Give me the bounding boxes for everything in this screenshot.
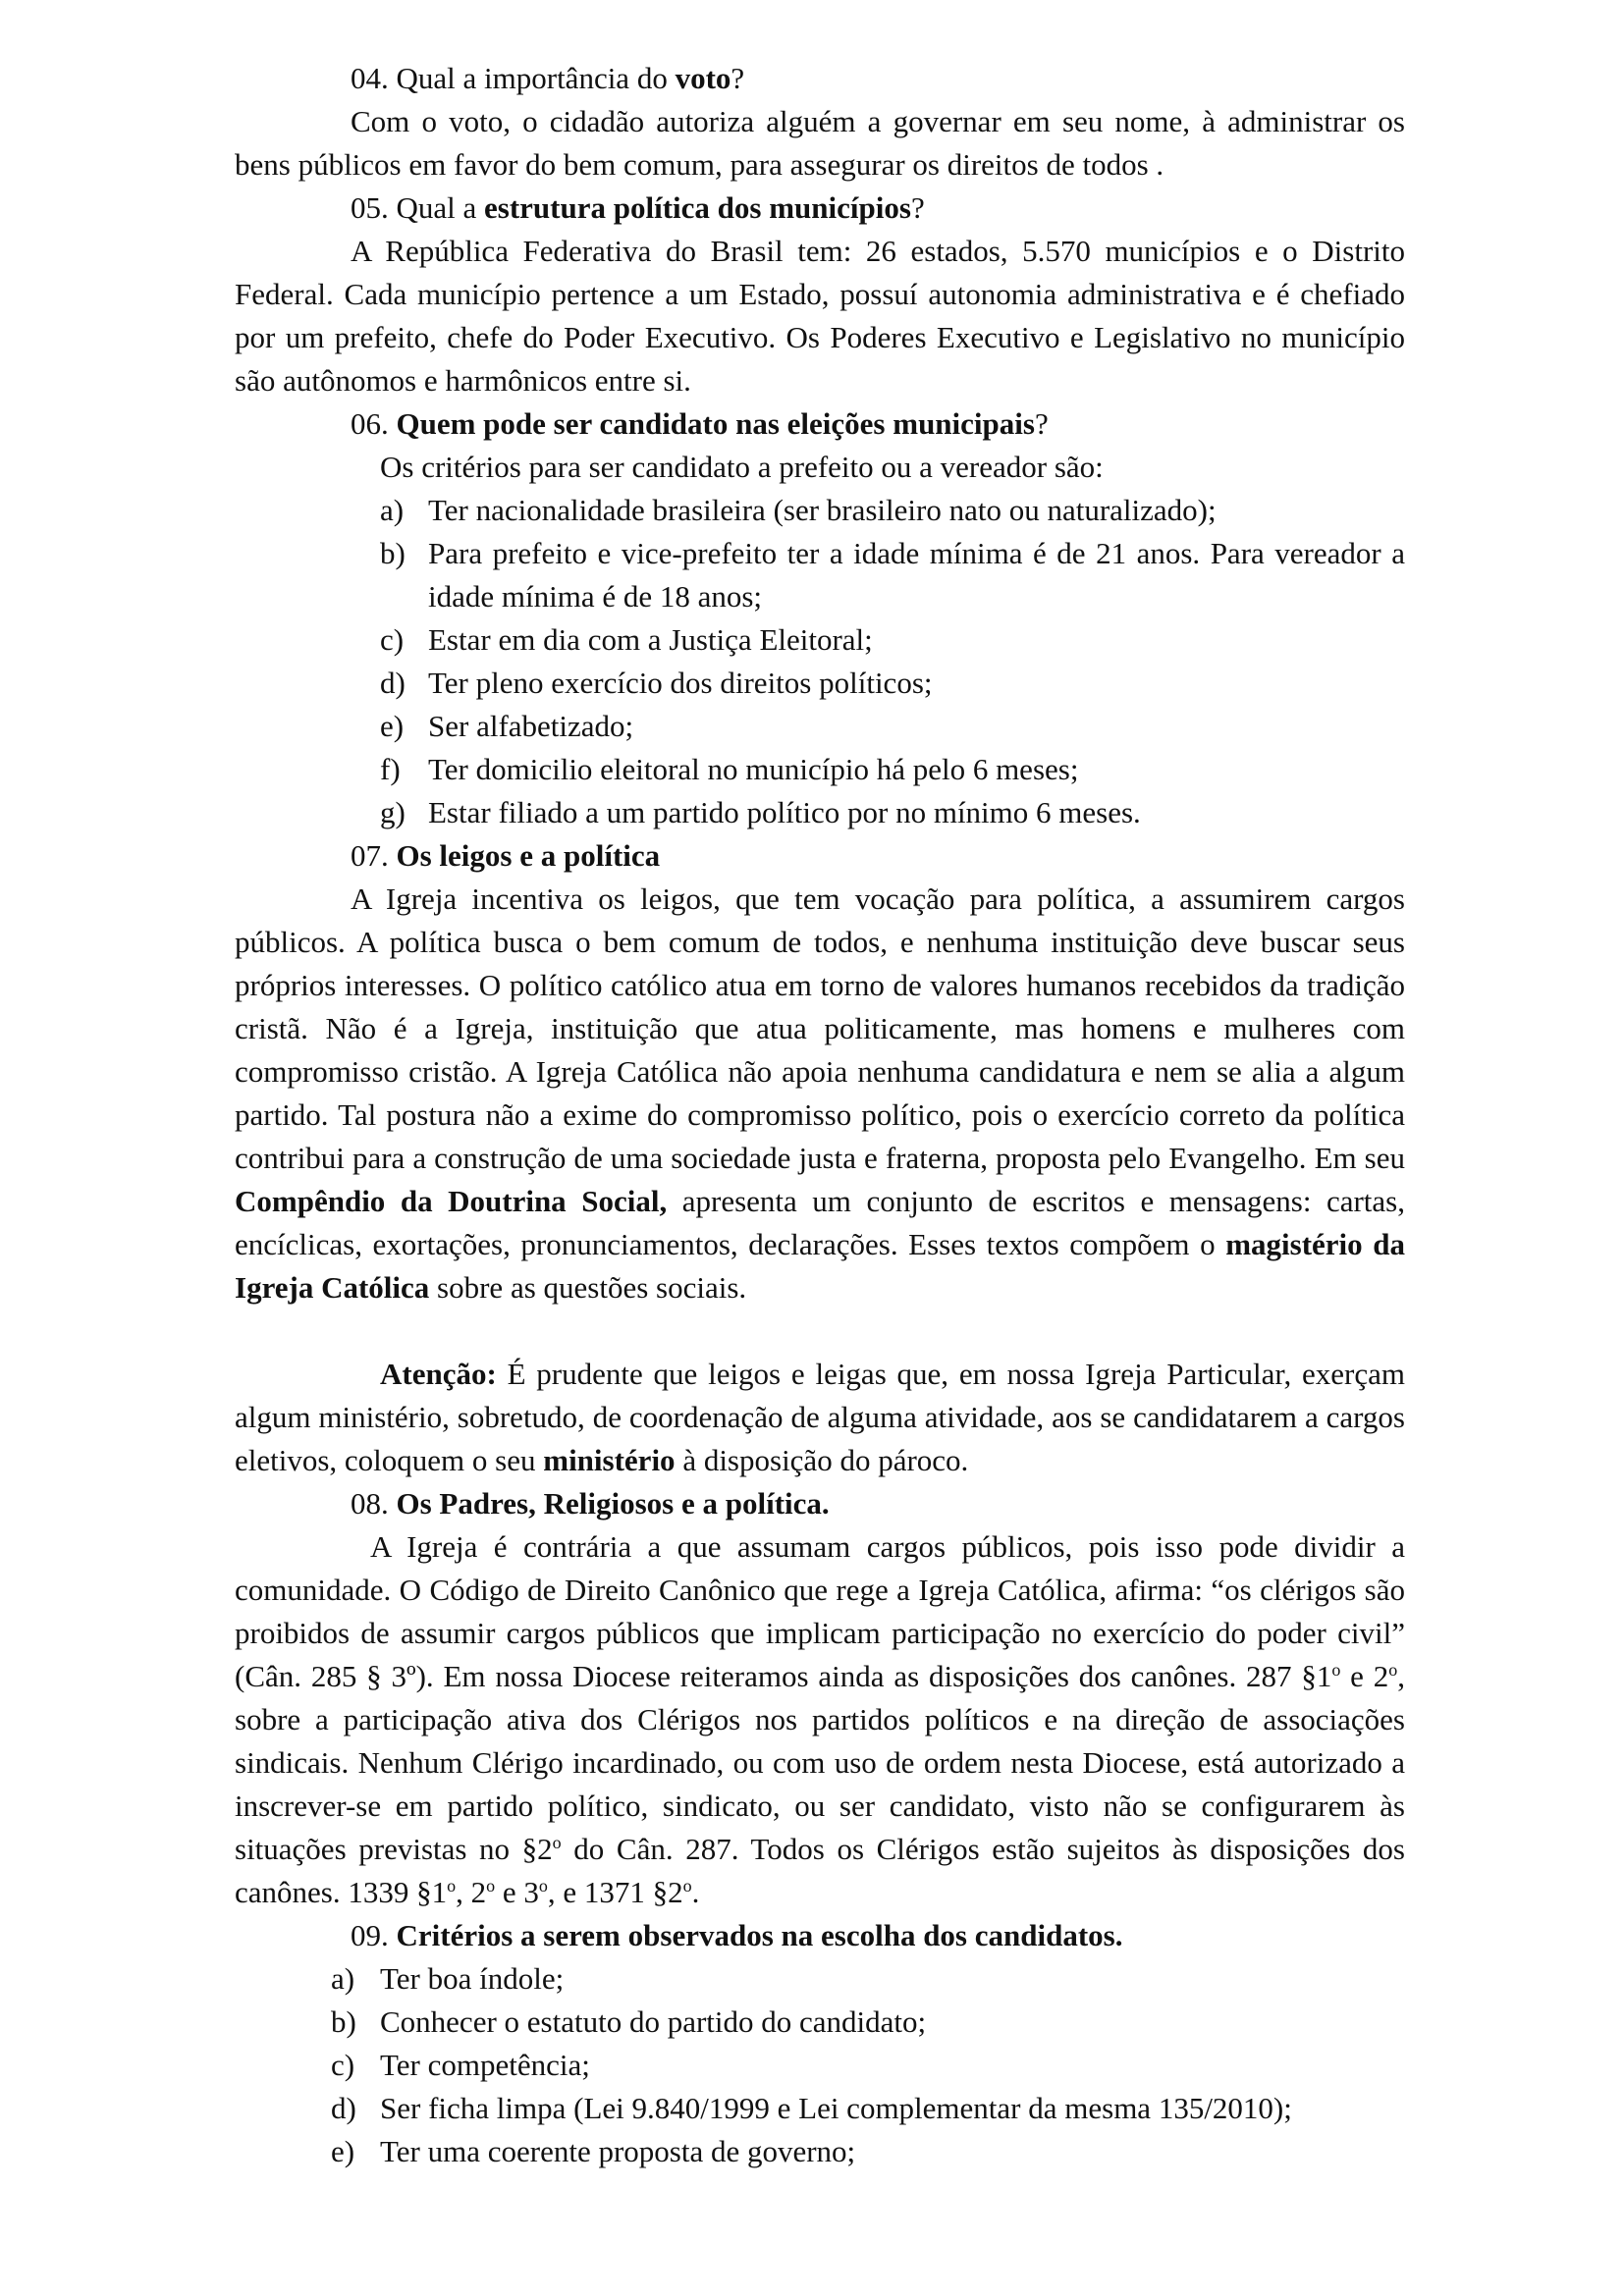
list-item	[380, 532, 1405, 618]
question-9-heading: 09. Critérios a serem observados na escolha dos candidatos.	[351, 1918, 1123, 1952]
list-item-label: a)	[331, 1961, 355, 1996]
question-4-answer: Com o voto, o cidadão autoriza alguém a governar em seu nome, à administrar os bens públicos em favor do bem comum, para assegurar os direitos de todos .	[235, 104, 1405, 182]
list-item	[380, 791, 1405, 834]
list-item-text: Ser alfabetizado;	[428, 709, 634, 743]
list-item	[380, 489, 1405, 532]
list-item-label: e)	[331, 2134, 355, 2168]
list-item-label: g)	[380, 795, 406, 829]
list-item-text: Estar em dia com a Justiça Eleitoral;	[428, 622, 873, 657]
question-8-heading: 08. Os Padres, Religiosos e a política.	[351, 1486, 830, 1521]
list-item-label: b)	[380, 536, 406, 570]
list-item-text: Conhecer o estatuto do partido do candidato;	[380, 2004, 927, 2039]
list-item	[380, 618, 1405, 662]
question-6-heading: 06. Quem pode ser candidato nas eleições municipais?	[351, 406, 1049, 441]
question-5-answer: A República Federativa do Brasil tem: 26 estados, 5.570 municípios e o Distrito Federal. Cada município pertence a um Estado, possuí autonomia administrativa e é chefiado por um prefeito, chefe do Poder Executivo. Os Poderes Executivo e Legislativo no município são autônomos e harmônicos entre si.	[235, 234, 1405, 398]
list-item-text: Ter pleno exercício dos direitos políticos;	[428, 666, 933, 700]
list-item	[331, 2001, 1405, 2044]
list-item-text: Estar filiado a um partido político por no mínimo 6 meses.	[428, 795, 1141, 829]
list-item-text: Ter boa índole;	[380, 1961, 565, 1996]
list-item	[380, 748, 1405, 791]
question-7-paragraph: A Igreja incentiva os leigos, que tem vocação para política, a assumirem cargos públicos. A política busca o bem comum de todos, e nenhuma instituição deve buscar seus próprios interesses. O político católico atua em torno de valores humanos recebidos da tradição cristã. Não é a Igreja, instituição que atua politicamente, mas homens e mulheres com compromisso cristão. A Igreja Católica não apoia nenhuma candidatura e nem se alia a algum partido. Tal postura não a exime do compromisso político, pois o exercício correto da política contribui para a construção de uma sociedade justa e fraterna, proposta pelo Evangelho. Em seu Compêndio da Doutrina Social, apresenta um conjunto de escritos e mensagens: cartas, encíclicas, exortações, pronunciamentos, declarações. Esses textos compõem o magistério da Igreja Católica sobre as questões sociais.	[235, 881, 1405, 1305]
list-item	[331, 2087, 1405, 2130]
list-item-text: Ter competência;	[380, 2048, 590, 2082]
attention-label: Atenção:	[380, 1357, 497, 1391]
list-item-text: Ter nacionalidade brasileira (ser brasileiro nato ou naturalizado);	[428, 493, 1217, 527]
list-item-label: c)	[331, 2048, 355, 2082]
question-4-heading: 04. Qual a importância do voto?	[351, 61, 745, 95]
list-item-text: Ser ficha limpa (Lei 9.840/1999 e Lei complementar da mesma 135/2010);	[380, 2091, 1292, 2125]
list-item-label: f)	[380, 752, 401, 786]
list-item-label: e)	[380, 709, 405, 743]
list-item-text: Ter domicilio eleitoral no município há pelo 6 meses;	[428, 752, 1079, 786]
list-item-label: d)	[380, 666, 406, 700]
list-item	[331, 1957, 1405, 2001]
list-item-text: Para prefeito e vice-prefeito ter a idade mínima é de 21 anos. Para vereador a idade mínima é de 18 anos;	[428, 536, 1405, 614]
question-5-heading: 05. Qual a estrutura política dos municípios?	[351, 190, 925, 225]
list-item	[380, 662, 1405, 705]
list-item	[331, 2130, 1405, 2173]
list-item	[380, 705, 1405, 748]
question-7-heading: 07. Os leigos e a política	[351, 838, 661, 873]
list-item-label: a)	[380, 493, 405, 527]
question-8-paragraph: A Igreja é contrária a que assumam cargos públicos, pois isso pode dividir a comunidade. O Código de Direito Canônico que rege a Igreja Católica, afirma: “os clérigos são proibidos de assumir cargos públicos que implicam participação no exercício do poder civil” (Cân. 285 § 3º). Em nossa Diocese reiteramos ainda as disposições dos canônes. 287 §1$^o$ e 2$^o$, sobre a participação ativa dos Clérigos nos partidos políticos e na direção de associações sindicais. Nenhum Clérigo incardinado, ou com uso de ordem nesta Diocese, está autorizado a inscrever-se em partido político, sindicato, ou ser candidato, visto não se configurarem às situações previstas no §2$^o$ do Cân. 287. Todos os Clérigos estão sujeitos às disposições dos canônes. 1339 §1$^o$, 2$^o$ e 3$^o$, e 1371 §2$^o$.	[235, 1529, 1405, 1909]
list-item-label: b)	[331, 2004, 356, 2039]
list-item	[331, 2044, 1405, 2087]
list-item-label: d)	[331, 2091, 356, 2125]
list-item-label: c)	[380, 622, 405, 657]
question-6-intro: Os critérios para ser candidato a prefeito ou a vereador são:	[380, 450, 1104, 484]
attention-note: Atenção: É prudente que leigos e leigas que, em nossa Igreja Particular, exerçam algum ministério, sobretudo, de coordenação de alguma atividade, aos se candidatarem a cargos eletivos, coloquem o seu ministério à disposição do pároco.	[235, 1357, 1405, 1477]
list-item-text: Ter uma coerente proposta de governo;	[380, 2134, 856, 2168]
